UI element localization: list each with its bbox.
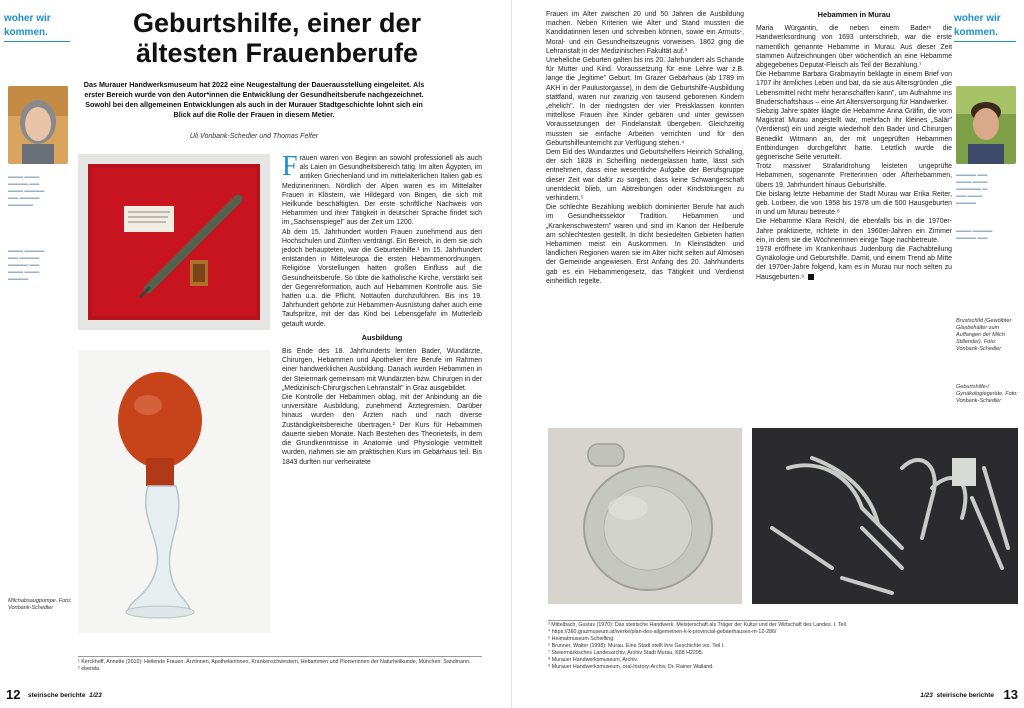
paragraph: rauen waren von Beginn an sowohl professionell als auch als Laien im Gesundheitsbereich tätig. Im alten Ägypten, im antiken Griechenland und im mittelalterlichen Italien gab es Medizinerinnen. Nördlich der Alpen waren es im Mittelalter Frauen in Klöstern, wie Hildegard von Bingen, die sich mit Heilkunde beschäftigten. Der erste schriftliche Nachweis von Hebammen und ihrer Tätigkeit in deutscher Sprache findet sich im „Sachsenspiegel" aus der Zeit um 1200. [282, 155, 482, 227]
caption-breast-pump: Milchabsaugpumpe. Foto: Vonbank-Schedler [8, 598, 72, 611]
paragraph: Dem Eid des Wundarztes und Geburtshelfers Heinrich Schalling, der sich 1828 in Scheifling niedergelassen hatte, lässt sich entnehmen, dass eine wesentliche Aufgabe der Berufsgruppe dieser Zeit war dafür zu sorgen, dass keine Schwangerschaft unentdeckt blieb, um Abtreibungen oder Kindstötungen zu verhindern.⁵ [546, 149, 744, 203]
author-bio-blurred-right: ▬▬▬▬ ▬▬ ▬▬▬ ▬▬▬ ▬▬▬▬▬ ▬ ▬▬ ▬▬▬ ▬▬▬▬ [956, 172, 988, 206]
paragraph: Siebzig Jahre später klagte die Hebamme Anna Gräfin, die vom Magistrat Murau angestellt war, mehrfach ihr kleines „Salär" (Verdienst) ein und zeigte wiederholt den Bader und Chirurgen Benedikt Witmann an, der mit ungeprüften Hebammen Entbindungen durchgeführt hatte. Letztlich wurde die gegnerische Seite verurteilt. [756, 108, 952, 162]
paragraph: Die bislang letzte Hebamme der Stadt Murau war Erika Reiter, geb. Lorbeer, die von 1958 bis 1978 um die 500 Hausgeburten in und um Murau betreute.⁸ [756, 190, 952, 217]
paragraph: Maria Würgantin, die neben einem Bader⁶ die Handwerksordnung von 1693 unterschrieb, war die erste namentlich genannte Hebamme in Murau. Aus dieser Zeit stammen Aufzeichnungen über wöchentlich an eine Hebamme abgegebenes Deputat-Fleisch als Teil der Bezahlung.⁷ [756, 25, 952, 70]
photo-note-blurred-right: ▬▬▬ ▬▬▬▬ ▬▬▬▬ ▬▬ [956, 228, 993, 241]
page-number-right: 13 [1003, 687, 1018, 702]
end-mark [808, 274, 814, 280]
caption-brustschild: Brustschild (Gewölbter Glasbehälter zum Auffangen der Milch Stillender). Foto: Vonbank-Schedler [956, 318, 1012, 352]
subheading-hebammen-murau: Hebammen in Murau [817, 10, 891, 19]
body-column-left [282, 151, 482, 467]
photo-instruments [752, 428, 1018, 604]
paragraph: Uneheliche Geburten galten bis ins 20. Jahrhundert als Schande für Mutter und Kind. Voraussetzung für eine Lehre war z.B. lange die „legitime" Geburt. Im Grazer Gebärhaus (ab 1789 im AKH in der Paulustorgasse), in dem die Geburtshilfe-Ausbildung stattfand, waren nur zwanzig von tausend geborenen Kindern „ehelich". In der niedrigsten der vier Preisklassen konnten mittellose Frauen ihre Kinder gebären und unter gewissen Voraussetzungen der Findelanstalt übergeben. Gleichzeitig mussten sie einfache Arbeiten verrichten und für den Geburtshilfeunterricht zur Verfügung stehen.⁴ [546, 57, 744, 147]
paragraph: Die schlechte Bezahlung weiblich dominierter Berufe hat auch im Gesundheitssektor Tradition. Hebammen und „Krankenschwestern" waren und sind im Kanon der Heilberufe am schlechtesten gestellt. In dicht besiedelten Gebieten hatten Hebammen meist ein Auskommen. In Kleinstädten und ländlichen Regionen waren sie im Alter nicht selten auf Almosen der Gemeinde angewiesen. Erst Anfang des 20. Jahrhunderts gab es ein Hebammengesetz, das Tätigkeit und Verdienst einheitlich regelte. [546, 204, 744, 285]
page-number-left: 12 [6, 687, 21, 702]
author-portrait-female [8, 86, 68, 164]
author-bio-blurred: ▬▬▬ ▬▬▬ ▬▬▬▬ ▬▬ ▬▬▬ ▬▬▬▬ ▬▬ ▬▬▬▬ ▬▬▬▬▬ [8, 174, 45, 208]
paragraph: Ab dem 15. Jahrhundert wurden Frauen zunehmend aus den Hochschulen und Zünften verdrängt. Ein Bereich, in dem sie sich jedoch behaupteten, war die Geburtenhilfe.¹ Im 15. Jahrhundert entstanden in Mitteleuropa die ersten Hebammenordnungen. Religiöse Vorstellungen hatten großen Einfluss auf die Gesundheitsberufe. So übte die katholische Kirche, verstärkt seit der Gegenreformation, auch auf Hebammen Kontrolle aus. Sie hatten u.a. die Pflicht, Nottaufen durchzuführen. Bis ins 19. Jahrhundert gehörte zur Hebammen-Ausrüstung daher auch eine Taufspritze, mit der das Kind bei Lebensgefahr im Mutterleib getauft wurde. [282, 228, 482, 328]
subheading-ausbildung: Ausbildung [361, 332, 403, 342]
page-right [512, 0, 1024, 708]
body-column-right-2 [756, 10, 952, 282]
photo-note-blurred: ▬▬▬ ▬▬▬▬ ▬▬ ▬▬▬▬ ▬▬▬▬ ▬▬ ▬▬▬ ▬▬▬ ▬▬▬▬ [8, 248, 45, 282]
article-byline: Uli Vonbank-Schedler und Thomas Felfer [189, 133, 319, 140]
magazine-name-right: 1/23 steirische berichte [920, 692, 994, 699]
dropcap: F [282, 151, 298, 182]
article-lead: Das Murauer Handwerksmuseum hat 2022 eine Neugestaltung der Dauerausstellung eingeleitet. Als erster Bereich wurde von den Autor*innen die Entwicklung der Gesundheitsberufe nachgezeichnet. Sowohl bei den allgemeinen Entwicklungen als auch in der Murauer Stadtgeschichte lohnt sich ein Blick auf die Rolle der Frauen in diesem Metier. [83, 80, 425, 119]
paragraph: Die Kontrolle der Hebammen oblag, mit der Anbindung an die universitäre Ausbildung, zunehmend Ärztegremien. Darüber hinaus wurden den Ärzten nach und nach diverse Zuständigkeitsbereiche übertragen.² Der Kurs für Hebammen dauerte sieben Monate. Nach Bestehen des Theorieteils, in dem die Grundkenntnisse in Anatomie und Physiologie vermittelt wurden, nahmen sie am praktischen Kurs im Gebärhaus teil. Bis 1843 durften nur verheiratete [282, 394, 482, 466]
paragraph: Frauen im Alter zwischen 20 und 50 Jahren die Ausbildung machen. Neben Kriterien wie Alter und Stand mussten die Kandidatinnen lesen und schreiben können, sowie ein Armuts-, Moral- und ein Gesundheitszeugnis vorweisen. 1862 ging die Lehranstalt in der Medizinischen Fakultät auf.³ [546, 11, 744, 55]
body-column-right-1 [546, 10, 744, 286]
footnotes-right: ³ Mittelbach, Gustav (1970): Das steirische Handwerk. Meisterschaft als Träger der Kultur und der Wirtschaft des Landes. I. Teil. ⁴ https://360.grazmuseum.at/werke/plan-des-allgemeinen-k-k-provincial-gebaerhauses-m-12-286/ ⁵ Heimatmuseum Scheifling. ⁶ Brunner, Walter (1998): Murau. Eine Stadt stellt ihre Geschichte vor. Teil I. ⁷ Steiermärkisches Landesarchiv, Archiv Stadt Murau, K88 H2295. ⁸ Murauer Handwerksmuseum, Archiv. ⁹ Murauer Handwerksmuseum, oral-history-Archiv, Dr. Rainer Walland. [548, 622, 848, 670]
section-tag-left: woher wir kommen. [4, 12, 70, 42]
footnote-rule [78, 656, 482, 657]
article-headline: Geburtshilfe, einer der ältesten Frauenberufe [132, 8, 422, 68]
section-tag-right: woher wir kommen. [954, 12, 1016, 42]
paragraph: Trotz massiver Strafandrohung leisteten ungeprüfte Hebammen, sogenannte Fretterinnen oder Afterhebammen, übers 19. Jahrhundert hinaus Geburtshilfe. [756, 163, 952, 189]
magazine-name-left: steirische berichte 1/23 [28, 692, 102, 699]
footnote-rule-right [548, 620, 788, 621]
photo-brustschild [548, 428, 742, 604]
photo-baptism-syringe [78, 154, 270, 330]
author-portrait-male [956, 86, 1016, 164]
photo-breast-pump [78, 350, 270, 633]
footnotes-left: ¹ Kerckhoff, Annette (2010): Heilende Frauen. Ärztinnen, Apothekerinnen, Krankenschwestern, Hebammen und Pionierinnen der Naturheilkunde, München: Sandmann. ² ebenda. [78, 659, 471, 672]
paragraph: Bis Ende des 18. Jahrhunderts lernten Bader, Wundärzte, Chirurgen, Hebammen und Apotheker ihre Berufe im Rahmen einer handwerklichen Ausbildung. Danach wurden Hebammen in der Steiermark gemeinsam mit Wundärzten bzw. Chirurgen in der „Medizinisch-Chirurgischen Lehranstalt" in Graz ausgebildet. [282, 348, 482, 392]
caption-instruments: Geburtshilfe-/ Gynäkologiegeräte. Foto: Vonbank-Schedler [956, 384, 1018, 404]
paragraph: 1978 eröffnete im Krankenhaus Judenburg die Fachabteilung Gynäkologie und Geburtshilfe. Damit, und einem Trend ab Mitte der 1970er-Jahre folgend, kam es in Murau nur noch selten zu Hausgeburten.⁹ [756, 246, 952, 281]
paragraph: Die Hebamme Barbara Grabmayrin beklagte in einem Brief von 1707 ihr ärmliches Leben und bat, da sie aus Altersgründen „die Lebensmittel nicht mehr heranschaffen kann", um Aufnahme ins Bruderschaftshaus – eine Art Altersversorgung für Handwerker. [756, 71, 952, 106]
paragraph: Die Hebamme Klara Reichl, die ebenfalls bis in die 1970er-Jahre praktizierte, richtete in den 1960er-Jahren ein Zimmer ein, in dem sie die Wöchnerinnen einige Tage nachbetreute. [756, 218, 952, 244]
